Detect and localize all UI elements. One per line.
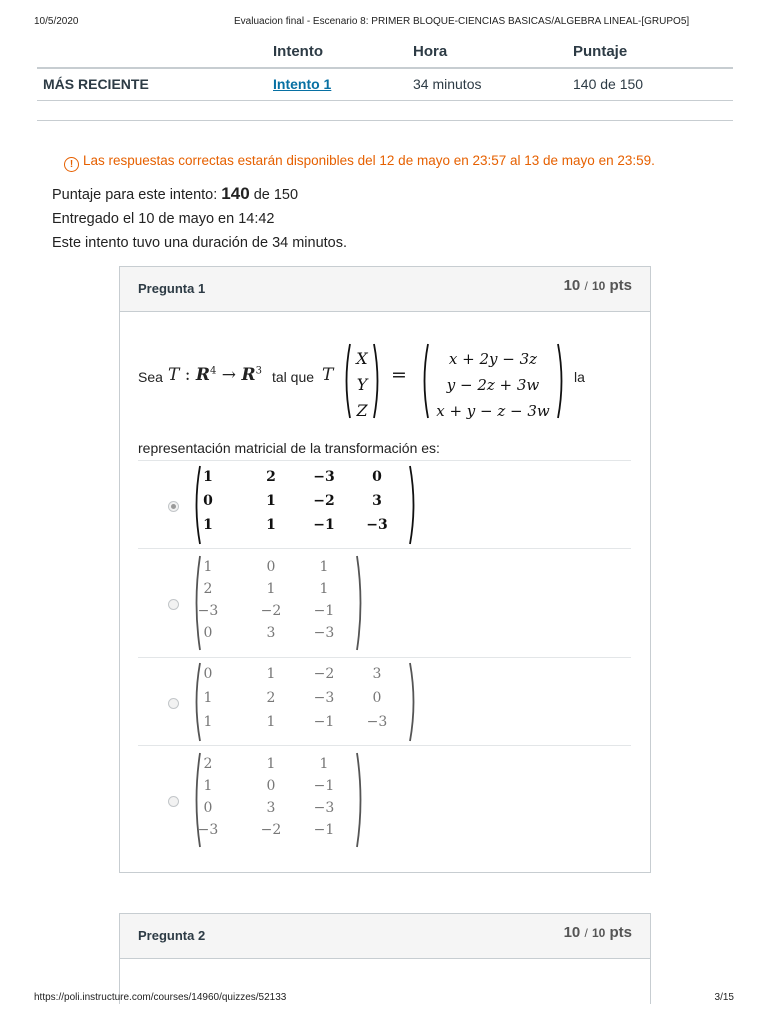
matrix-entry: −2 — [313, 492, 335, 509]
matrix-entry: −3 — [313, 468, 335, 485]
matrix-entry: 0 — [372, 689, 382, 706]
print-page-number: 3/15 — [714, 992, 734, 1003]
map-codomain-exp: 3 — [255, 365, 262, 377]
stem-la: la — [574, 369, 585, 385]
matrix-entry: 0 — [203, 665, 213, 682]
right-paren — [558, 344, 562, 418]
question-points — [564, 277, 632, 294]
warning-icon: ! — [64, 157, 79, 172]
matrix-entry: 1 — [203, 713, 213, 730]
matrix-entry: 1 — [203, 778, 213, 794]
answers-availability-notice — [64, 152, 655, 172]
answer-matrix — [190, 660, 416, 744]
attempt-score: 140 de 150 — [573, 76, 644, 92]
matrix-entry: −3 — [197, 822, 219, 838]
map-T: T — [168, 365, 180, 385]
matrix-entry: −3 — [313, 800, 335, 816]
answer-radio[interactable] — [168, 698, 179, 709]
print-footer — [34, 992, 734, 1006]
stem-tal-que: tal que — [272, 369, 315, 385]
matrix-entry: 0 — [203, 800, 213, 816]
answer-list — [138, 460, 631, 854]
map-codomain: R — [241, 365, 256, 385]
stem-line-2: representación matricial de la transformación es: — [138, 440, 440, 456]
right-paren — [410, 466, 414, 544]
map-T-apply: T — [322, 365, 334, 385]
attempts-table — [37, 36, 733, 100]
left-paren — [347, 344, 351, 418]
matrix-entry: −2 — [260, 603, 282, 619]
attempts-header-row — [37, 36, 733, 69]
question-card-2 — [119, 913, 651, 1004]
points-unit: pts — [609, 277, 632, 294]
matrix-entry: 1 — [203, 559, 213, 575]
matrix-entry: 3 — [266, 625, 276, 641]
question-name: Pregunta 1 — [138, 281, 206, 296]
matrix-entry: −3 — [366, 713, 388, 730]
output-vector — [418, 338, 568, 424]
matrix-entry: 1 — [319, 581, 329, 597]
matrix-entry: −3 — [313, 625, 335, 641]
matrix-entry: 2 — [203, 756, 213, 772]
matrix-entry: 0 — [372, 468, 382, 485]
matrix-entry: 0 — [266, 778, 276, 794]
points-total: 10 — [591, 926, 606, 940]
left-paren — [425, 344, 429, 418]
output-vector-entry: y − 2z + 3w — [446, 376, 540, 394]
submitted-line: Entregado el 10 de mayo en 14:42 — [52, 211, 275, 227]
right-paren — [357, 556, 361, 650]
matrix-entry: −1 — [313, 778, 335, 794]
input-vector-entry: X — [356, 349, 368, 368]
output-vector-entry: x + y − z − 3w — [436, 402, 550, 420]
question-name: Pregunta 2 — [138, 928, 206, 943]
attempt-row-label: MÁS RECIENTE — [43, 76, 149, 92]
duration-line: Este intento tuvo una duración de 34 minutos. — [52, 235, 348, 251]
section-divider — [37, 120, 733, 121]
attempt-summary — [52, 182, 347, 255]
matrix-entry: 0 — [266, 559, 276, 575]
matrix-entry: 2 — [266, 468, 276, 485]
matrix-entry: 1 — [203, 689, 213, 706]
question-header — [120, 267, 650, 312]
matrix-entry: −1 — [313, 713, 335, 730]
points-total: 10 — [591, 279, 606, 293]
matrix-entry: −2 — [260, 822, 282, 838]
right-paren — [374, 344, 378, 418]
matrix-entry: −1 — [313, 822, 335, 838]
matrix-entry: 1 — [319, 756, 329, 772]
map-domain: R — [195, 365, 211, 385]
print-url: https://poli.instructure.com/courses/14960/quizzes/52133 — [34, 992, 287, 1003]
matrix-entry: 1 — [203, 468, 213, 485]
answer-radio[interactable] — [168, 599, 179, 610]
matrix-entry: 3 — [372, 492, 382, 509]
attempt-row — [37, 69, 733, 101]
points-separator: / — [584, 279, 588, 293]
question-points — [564, 924, 632, 941]
header-intento: Intento — [273, 43, 323, 60]
matrix-entry: 0 — [203, 625, 213, 641]
matrix-entry: −3 — [366, 516, 388, 533]
matrix-entry: 2 — [266, 689, 276, 706]
right-paren — [410, 663, 414, 741]
matrix-entry: 1 — [266, 713, 276, 730]
score-suffix: de 150 — [253, 187, 299, 203]
answer-matrix — [190, 553, 363, 653]
stem-line-1 — [138, 338, 585, 424]
input-vector-entry: Y — [356, 375, 368, 394]
answer-option[interactable] — [138, 657, 631, 745]
matrix-entry: −2 — [313, 665, 335, 682]
right-paren — [357, 753, 361, 847]
matrix-entry: 3 — [266, 800, 276, 816]
matrix-entry: 1 — [266, 516, 276, 533]
answer-option[interactable] — [138, 548, 631, 657]
answer-matrix — [190, 750, 363, 850]
matrix-entry: −1 — [313, 516, 335, 533]
points-got: 10 — [563, 277, 581, 294]
print-title: Evaluacion final - Escenario 8: PRIMER BLOQUE-CIENCIAS BASICAS/ALGEBRA LINEAL-[GRUPO5] — [234, 16, 690, 27]
matrix-entry: −1 — [313, 603, 335, 619]
matrix-entry: 3 — [372, 665, 382, 682]
left-paren — [197, 466, 201, 544]
header-hora: Hora — [413, 43, 448, 60]
answer-matrix — [190, 463, 416, 547]
output-vector-entry: x + 2y − 3z — [448, 350, 538, 368]
notice-text: Las respuestas correctas estarán disponibles del 12 de mayo en 23:57 al 13 de mayo en 23:59. — [83, 153, 655, 168]
matrix-entry: 1 — [266, 756, 276, 772]
equals-sign: = — [391, 364, 407, 386]
matrix-entry: 2 — [203, 581, 213, 597]
header-puntaje: Puntaje — [573, 43, 628, 60]
map-expression: T : $R^4 \to R^3$ — [168, 365, 262, 385]
matrix-entry: 1 — [203, 516, 213, 533]
matrix-entry: −3 — [197, 603, 219, 619]
left-paren — [197, 663, 201, 741]
score-value: 140 — [221, 184, 250, 203]
matrix-entry: 1 — [319, 559, 329, 575]
points-unit: pts — [609, 924, 632, 941]
input-vector — [340, 338, 384, 424]
points-got: 10 — [563, 924, 581, 941]
answer-radio[interactable] — [168, 796, 179, 807]
matrix-entry: 1 — [266, 665, 276, 682]
matrix-entry: 1 — [266, 492, 276, 509]
question-header — [120, 914, 650, 959]
score-line — [52, 182, 347, 207]
map-domain-exp: 4 — [210, 365, 217, 377]
attempt-time: 34 minutos — [413, 76, 482, 92]
matrix-entry: −3 — [313, 689, 335, 706]
question-stem — [138, 338, 585, 456]
input-vector-entry: Z — [356, 401, 368, 420]
matrix-entry: 1 — [266, 581, 276, 597]
attempt-link[interactable]: Intento 1 — [273, 76, 332, 92]
answer-radio[interactable] — [168, 501, 179, 512]
answer-option[interactable] — [138, 745, 631, 854]
stem-sea: Sea — [138, 369, 163, 385]
score-prefix: Puntaje para este intento: — [52, 187, 218, 203]
matrix-entry: 0 — [203, 492, 213, 509]
question-card-1 — [119, 266, 651, 873]
print-header — [34, 16, 734, 30]
points-separator: / — [584, 926, 588, 940]
answer-option[interactable] — [138, 460, 631, 548]
print-date: 10/5/2020 — [34, 16, 79, 27]
